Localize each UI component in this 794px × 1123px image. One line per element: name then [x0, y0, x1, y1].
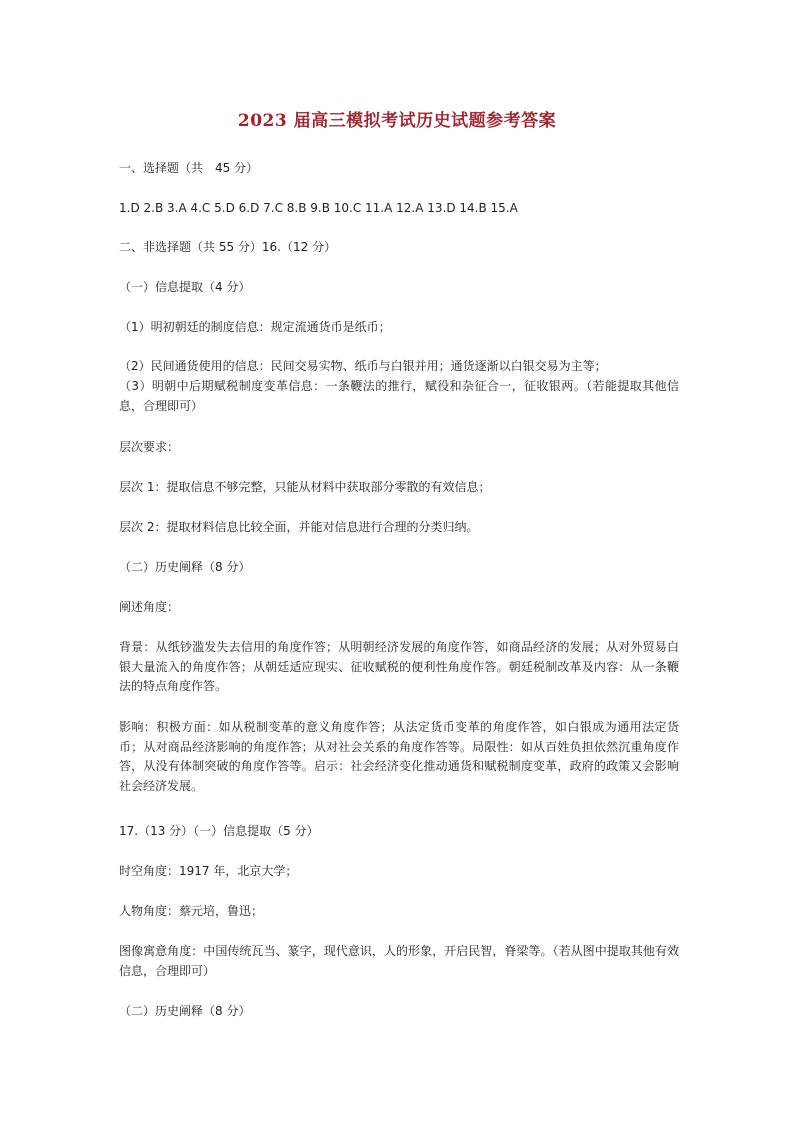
level-1: 层次 1：提取信息不够完整，只能从材料中获取部分零散的有效信息； [119, 480, 491, 494]
section2-heading: 二、非选择题（共 55 分）16.（12 分） [119, 240, 337, 254]
page-title: 2023 届高三模拟考试历史试题参考答案 [237, 111, 557, 131]
q17-people: 人物角度：蔡元培，鲁迅； [119, 904, 264, 918]
q17-time-space: 时空角度：1917 年，北京大学； [119, 864, 298, 878]
choice-answers: 1.D 2.B 3.A 4.C 5.D 6.D 7.C 8.B 9.B 10.C 11.A 12.A 13.D 14.B 15.A [119, 201, 518, 215]
background-paragraph: 背景：从纸钞滥发失去信用的角度作答；从明朝经济发展的角度作答，如商品经济的发展；从对外贸易白银大量流入的角度作答；从朝廷适应现实、征收赋税的便利性角度作答。朝廷税制改革及内容：从一条鞭法的特点角度作答。 [119, 640, 679, 693]
q16-part2-heading: （二）历史阐释（8 分） [119, 560, 251, 574]
impact-paragraph: 影响：积极方面：如从税制变革的意义角度作答；从法定货币变革的角度作答，如白银成为通用法定货币；从对商品经济影响的角度作答；从对社会关系的角度作答等。局限性：如从百姓负担依然沉重角度作答，从没有体制突破的角度作答等。启示：社会经济变化推动通货和赋税制度变革，政府的政策又会影响社会经济发展。 [119, 720, 679, 793]
q16-info2: （2）民间通货使用的信息：民间交易实物、纸币与白银并用；通货逐渐以白银交易为主等； [119, 359, 607, 373]
q17-part2-heading: （二）历史阐释（8 分） [119, 1004, 251, 1018]
q17-heading: 17.（13 分）（一）信息提取（5 分） [119, 824, 319, 838]
q16-part1-heading: （一）信息提取（4 分） [119, 280, 251, 294]
angles-heading: 阐述角度： [119, 600, 180, 614]
q16-info3: （3）明朝中后期赋税制度变革信息：一条鞭法的推行，赋役和杂征合一，征收银两。（若能提取其他信息，合理即可） [119, 379, 679, 413]
section1-heading: 一、选择题（共 45 分） [119, 161, 259, 175]
levels-heading: 层次要求： [119, 440, 180, 454]
q17-image-meaning: 图像寓意角度：中国传统瓦当、篆字，现代意识，人的形象，开启民智，脊梁等。（若从图中提取其他有效信息，合理即可） [119, 944, 679, 978]
q16-info1: （1）明初朝廷的制度信息：规定流通货币是纸币； [119, 320, 391, 334]
level-2: 层次 2：提取材料信息比较全面，并能对信息进行合理的分类归纳。 [119, 520, 479, 534]
